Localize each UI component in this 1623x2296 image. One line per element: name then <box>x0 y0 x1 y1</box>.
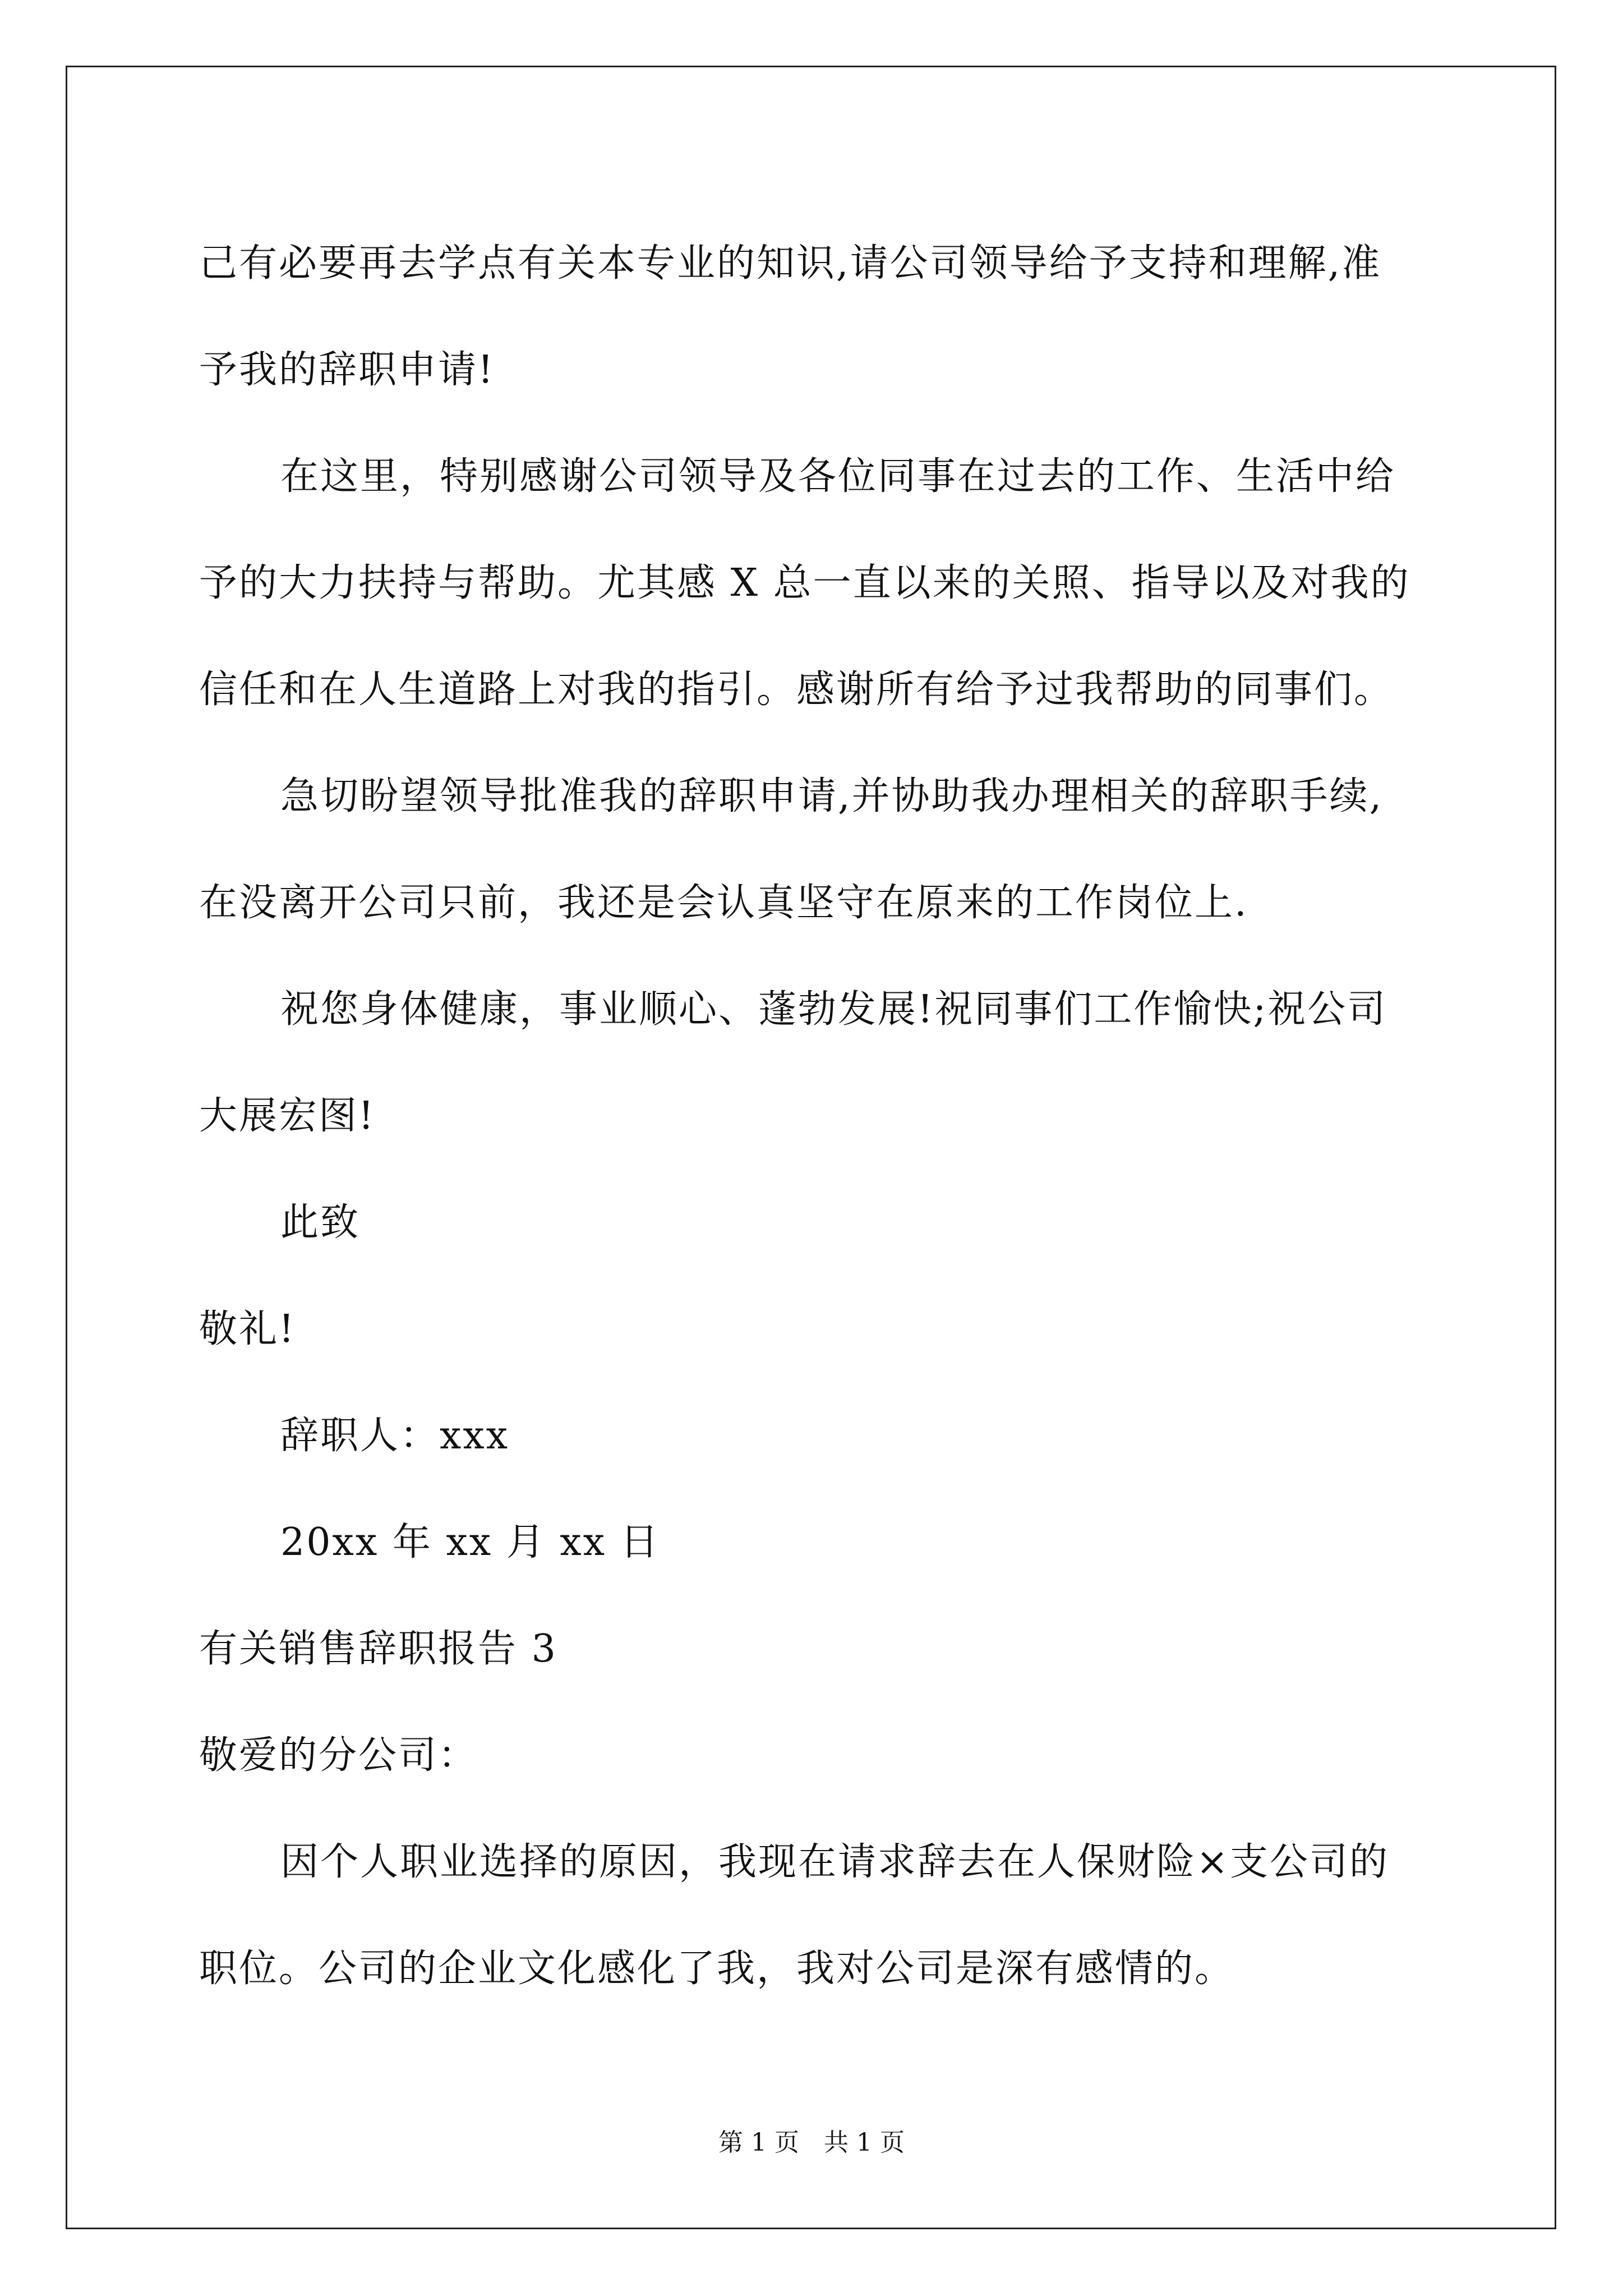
text-line: 予我的辞职申请! <box>199 348 495 392</box>
text-line: 信任和在人生道路上对我的指引。感谢所有给予过我帮助的同事们。 <box>199 668 1394 712</box>
greeting: 敬爱的分公司： <box>199 1733 478 1778</box>
text-line: 予的大力扶持与帮助。尤其感 X 总一直以来的关照、指导以及对我的 <box>199 561 1410 605</box>
closing-phrase: 此致 <box>280 1200 361 1245</box>
salutation: 敬礼! <box>199 1307 296 1351</box>
text-line: 祝您身体健康，事业顺心、蓬勃发展!祝同事们工作愉快;祝公司 <box>280 987 1387 1032</box>
text-line: 己有必要再去学点有关本专业的知识,请公司领导给予支持和理解,准 <box>199 241 1382 286</box>
text-line: 急切盼望领导批准我的辞职申请,并协助我办理相关的辞职手续, <box>280 774 1384 818</box>
text-line: 在没离开公司只前，我还是会认真坚守在原来的工作岗位上. <box>199 881 1248 925</box>
section-heading: 有关销售辞职报告 3 <box>199 1627 557 1671</box>
page-number-footer: 第 1 页 共 1 页 <box>718 2128 905 2157</box>
text-line: 在这里，特别感谢公司领导及各位同事在过去的工作、生活中给 <box>280 454 1396 499</box>
document-body <box>199 210 1433 2022</box>
date-line: 20xx 年 xx 月 xx 日 <box>280 1520 660 1565</box>
text-line: 职位。公司的企业文化感化了我，我对公司是深有感情的。 <box>199 1947 1235 1991</box>
signature-line: 辞职人：xxx <box>280 1414 510 1458</box>
text-line: 大展宏图! <box>199 1094 376 1138</box>
text-line: 因个人职业选择的原因，我现在请求辞去在人保财险×支公司的 <box>280 1840 1389 1884</box>
